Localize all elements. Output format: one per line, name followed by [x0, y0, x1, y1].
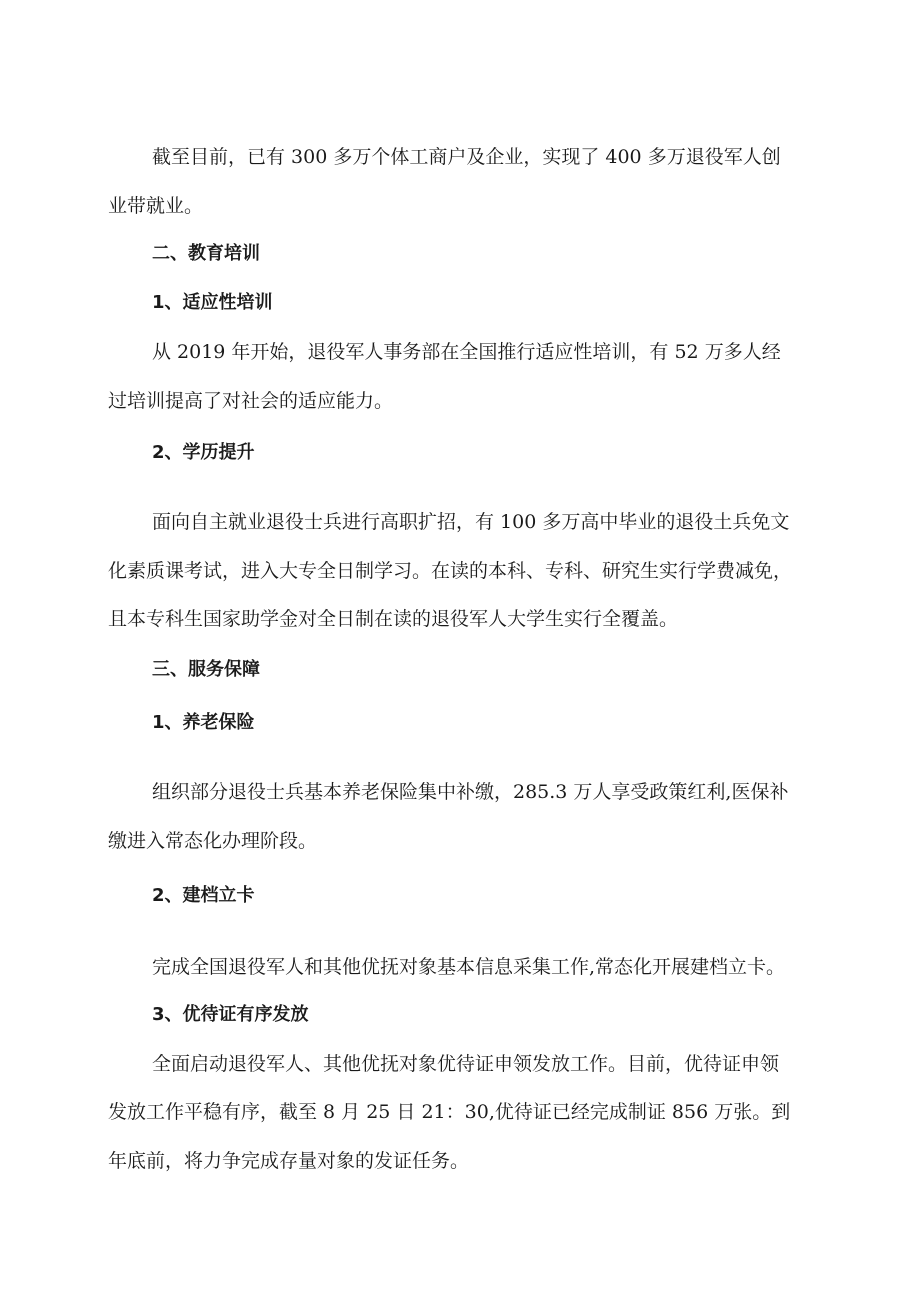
section-heading: 二、教育培训 [152, 243, 260, 264]
paragraph-line: 年底前，将力争完成存量对象的发证任务。 [108, 1150, 470, 1172]
paragraph-line: 化素质课考试，进入大专全日制学习。在读的本科、专科、研究生实行学费减免， [108, 560, 793, 582]
paragraph-line: 发放工作平稳有序，截至 8 月 25 日 21：30,优待证已经完成制证 856 万张。到 [108, 1101, 791, 1123]
paragraph-line: 完成全国退役军人和其他优抚对象基本信息采集工作,常态化开展建档立卡。 [152, 956, 786, 978]
section-heading: 三、服务保障 [152, 659, 260, 680]
subsection-heading: 1、养老保险 [152, 712, 255, 733]
paragraph-line: 截至目前，已有 300 多万个体工商户及企业，实现了 400 多万退役军人创 [152, 146, 781, 168]
paragraph-line: 缴进入常态化办理阶段。 [108, 830, 318, 852]
paragraph-line: 全面启动退役军人、其他优抚对象优待证申领发放工作。目前，优待证申领 [152, 1053, 780, 1075]
subsection-heading: 2、学历提升 [152, 442, 255, 463]
paragraph-line: 过培训提高了对社会的适应能力。 [108, 390, 394, 412]
paragraph-line: 从 2019 年开始，退役军人事务部在全国推行适应性培训，有 52 万多人经 [152, 341, 781, 363]
subsection-heading: 2、建档立卡 [152, 885, 255, 906]
paragraph-line: 组织部分退役士兵基本养老保险集中补缴，285.3 万人享受政策红利,医保补 [152, 781, 789, 803]
paragraph-line: 业带就业。 [108, 195, 204, 217]
paragraph-line: 且本专科生国家助学金对全日制在读的退役军人大学生实行全覆盖。 [108, 608, 679, 630]
subsection-heading: 1、适应性培训 [152, 292, 273, 313]
subsection-heading: 3、优待证有序发放 [152, 1004, 309, 1025]
paragraph-line: 面向自主就业退役士兵进行高职扩招，有 100 多万高中毕业的退役土兵免文 [152, 511, 790, 533]
